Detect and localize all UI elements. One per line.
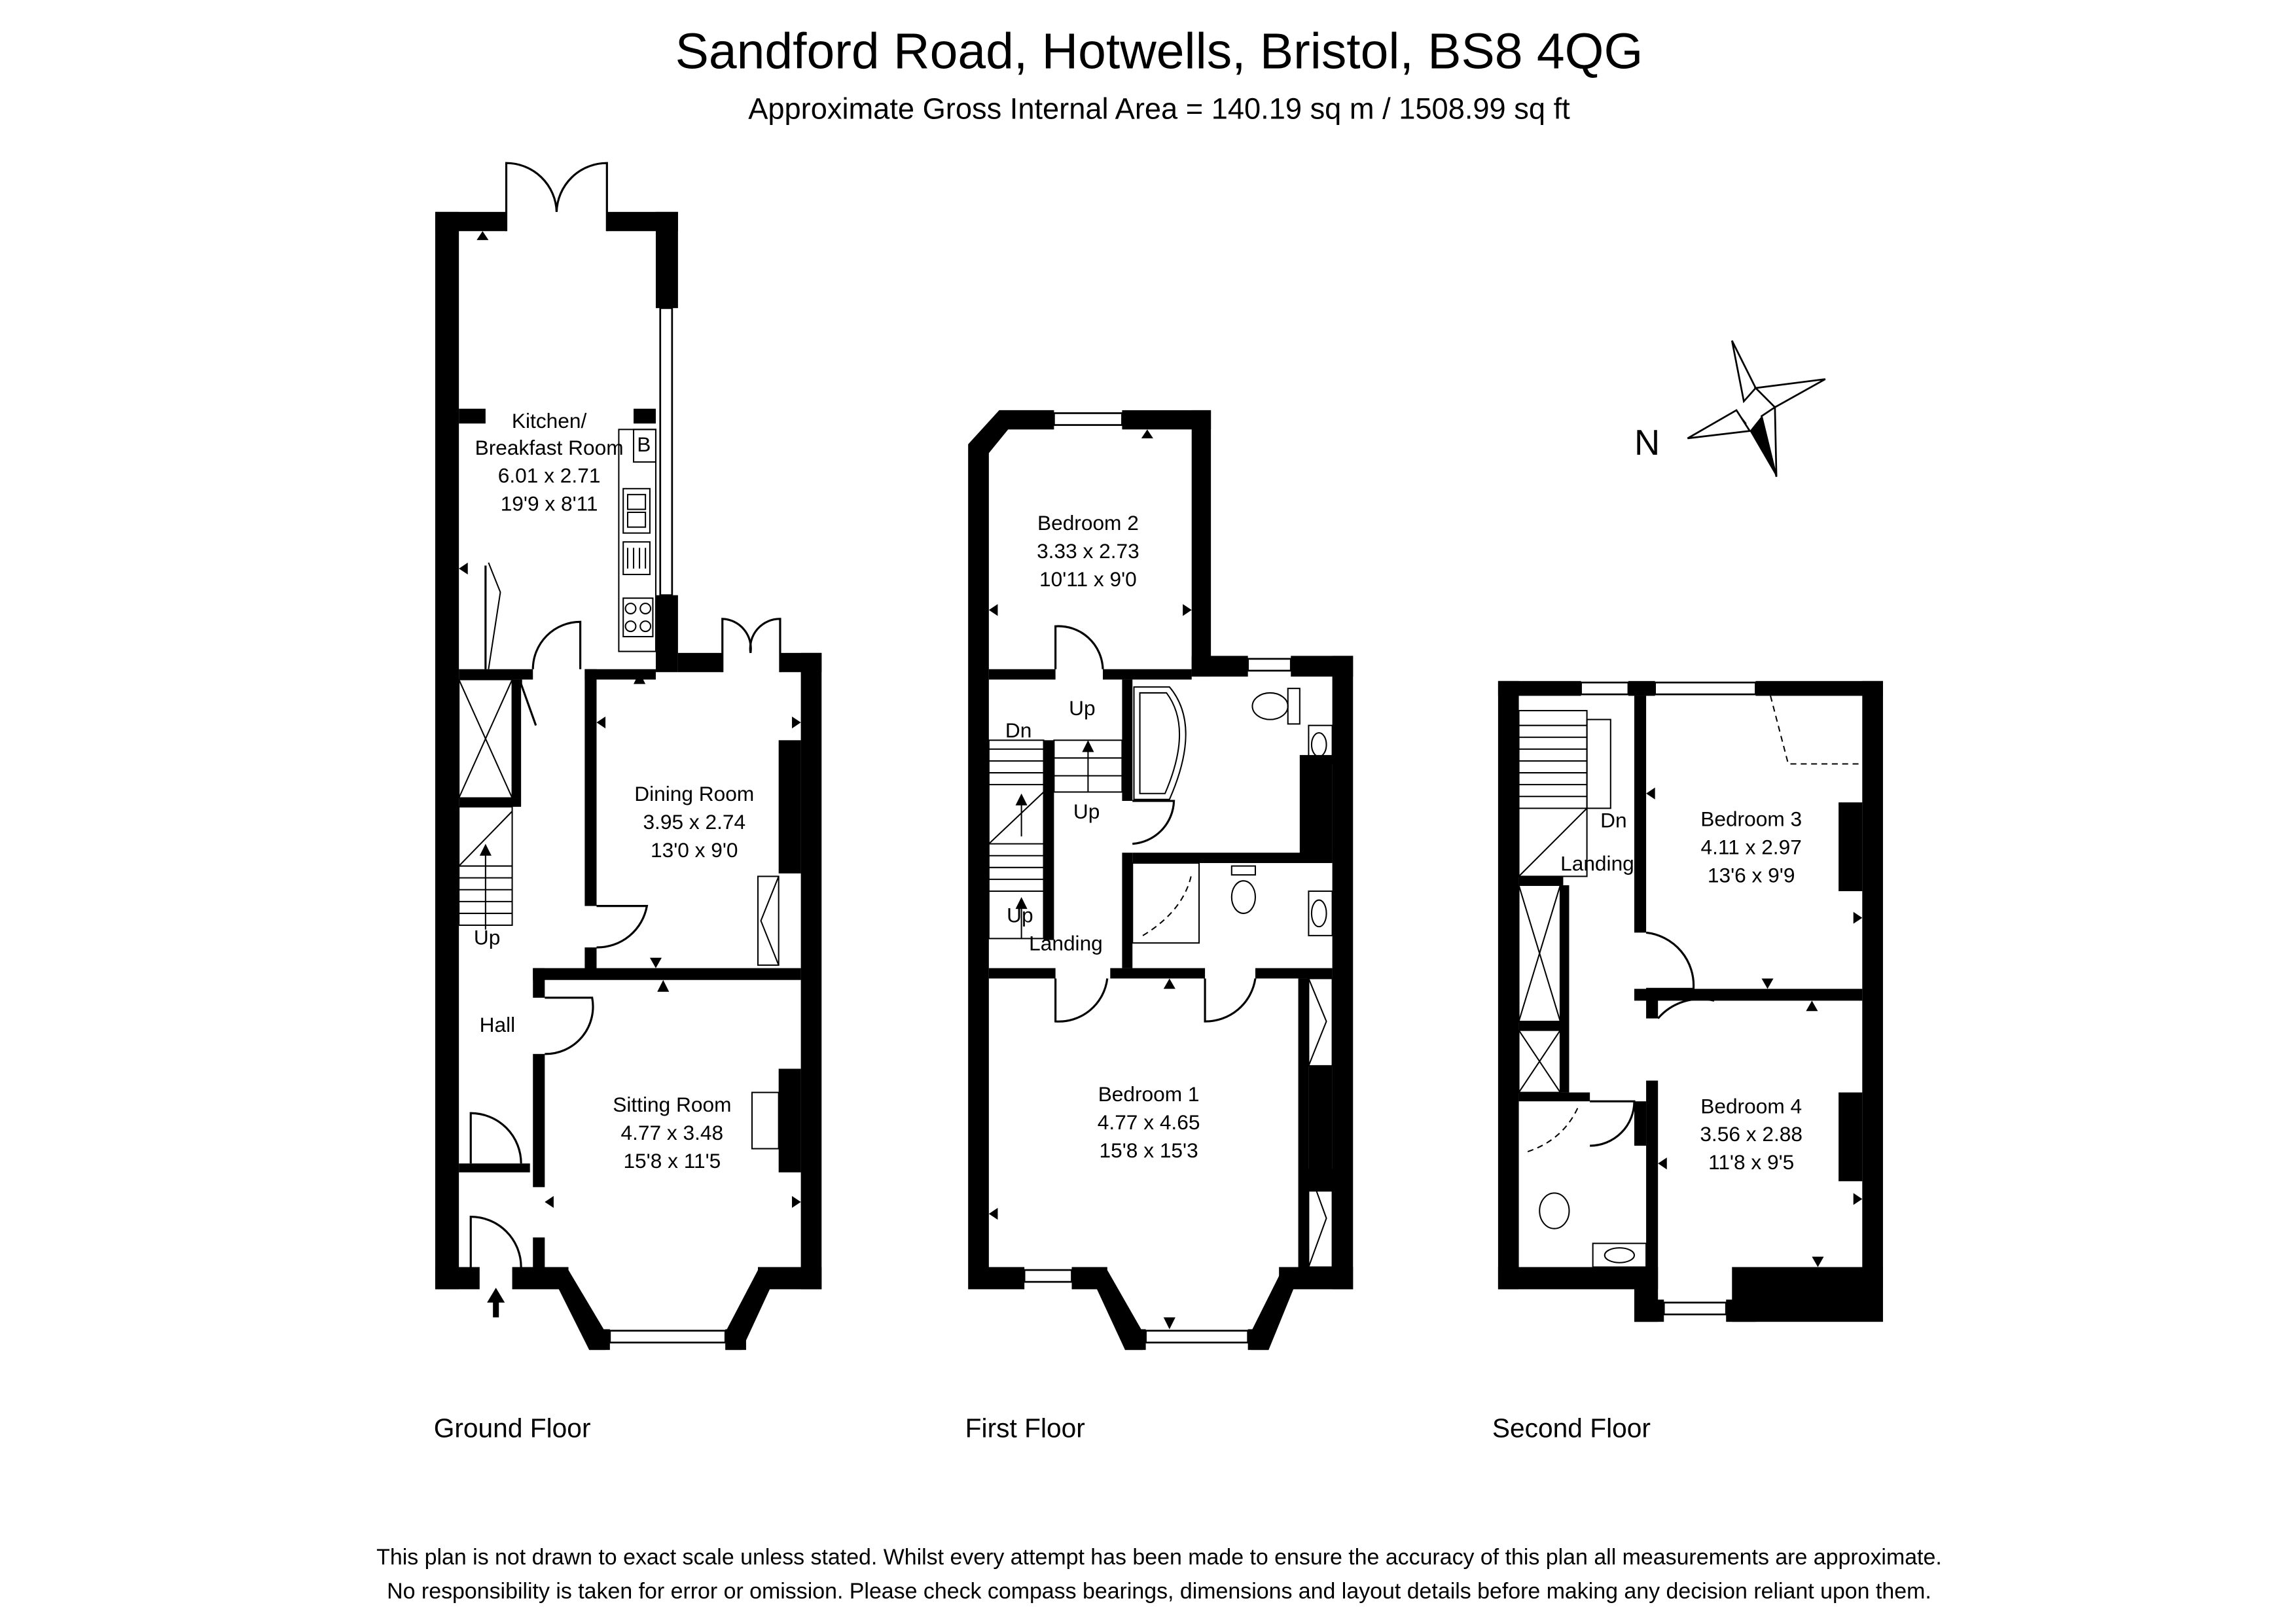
disclaimer-line-1: This plan is not drawn to exact scale unless stated. Whilst every attempt has been made to ensure the accuracy of this plan all measurements are approximate.	[376, 1545, 1942, 1570]
first-landing-up-2: Up	[1073, 800, 1100, 824]
first-landing-up-3: Up	[1007, 903, 1033, 927]
boiler-label: B	[637, 432, 651, 457]
bedroom-4-imperial: 11'8 x 9'5	[1708, 1150, 1795, 1174]
first-landing-dn: Dn	[1005, 718, 1032, 742]
bedroom-1-imperial: 15'8 x 15'3	[1099, 1139, 1198, 1163]
sitting-room-name: Sitting Room	[613, 1093, 732, 1117]
dining-room-metric: 3.95 x 2.74	[643, 810, 746, 834]
ground-floor-plan	[435, 163, 821, 1350]
compass-north-label: N	[1634, 422, 1660, 463]
bedroom-2-metric: 3.33 x 2.73	[1037, 539, 1139, 563]
first-landing-name: Landing	[1029, 931, 1103, 955]
bedroom-3-metric: 4.11 x 2.97	[1700, 835, 1802, 859]
bedroom-4-metric: 3.56 x 2.88	[1700, 1122, 1803, 1146]
first-floor-label: First Floor	[965, 1413, 1085, 1443]
kitchen-name-line1: Kitchen/	[511, 409, 587, 433]
second-landing-dn: Dn	[1600, 808, 1627, 832]
sitting-room-imperial: 15'8 x 11'5	[623, 1148, 721, 1173]
bedroom-2-name: Bedroom 2	[1037, 511, 1139, 535]
disclaimer-line-2: No responsibility is taken for error or omission. Please check compass bearings, dimensions and layout details before making any decision reliant upon them.	[387, 1579, 1931, 1604]
kitchen-metric: 6.01 x 2.71	[497, 463, 601, 487]
bedroom-4-name: Bedroom 4	[1700, 1094, 1803, 1118]
plan-title: Sandford Road, Hotwells, Bristol, BS8 4QG	[675, 23, 1643, 80]
gross-area: Approximate Gross Internal Area = 140.19 sq m / 1508.99 sq ft	[748, 92, 1570, 126]
second-floor-plan	[1498, 681, 1883, 1322]
bedroom-1-name: Bedroom 1	[1098, 1082, 1200, 1106]
bedroom-3-name: Bedroom 3	[1700, 807, 1803, 831]
first-floor-plan	[968, 410, 1353, 1350]
bedroom-2-imperial: 10'11 x 9'0	[1039, 567, 1137, 591]
hall-stairs-up-label: Up	[473, 925, 501, 949]
second-landing-name: Landing	[1560, 851, 1634, 875]
bedroom-1-metric: 4.77 x 4.65	[1097, 1110, 1200, 1135]
sitting-room-metric: 4.77 x 3.48	[620, 1120, 724, 1144]
kitchen-imperial: 19'9 x 8'11	[500, 491, 598, 516]
compass-rose-icon	[1687, 341, 1825, 477]
kitchen-name-line2: Breakfast Room	[475, 435, 624, 459]
dining-room-imperial: 13'0 x 9'0	[650, 838, 738, 862]
first-landing-up-1: Up	[1069, 696, 1096, 720]
second-floor-label: Second Floor	[1492, 1413, 1651, 1443]
hall-name: Hall	[479, 1012, 516, 1036]
dining-room-name: Dining Room	[634, 782, 755, 806]
ground-floor-label: Ground Floor	[433, 1413, 591, 1443]
bedroom-3-imperial: 13'6 x 9'9	[1707, 863, 1795, 887]
